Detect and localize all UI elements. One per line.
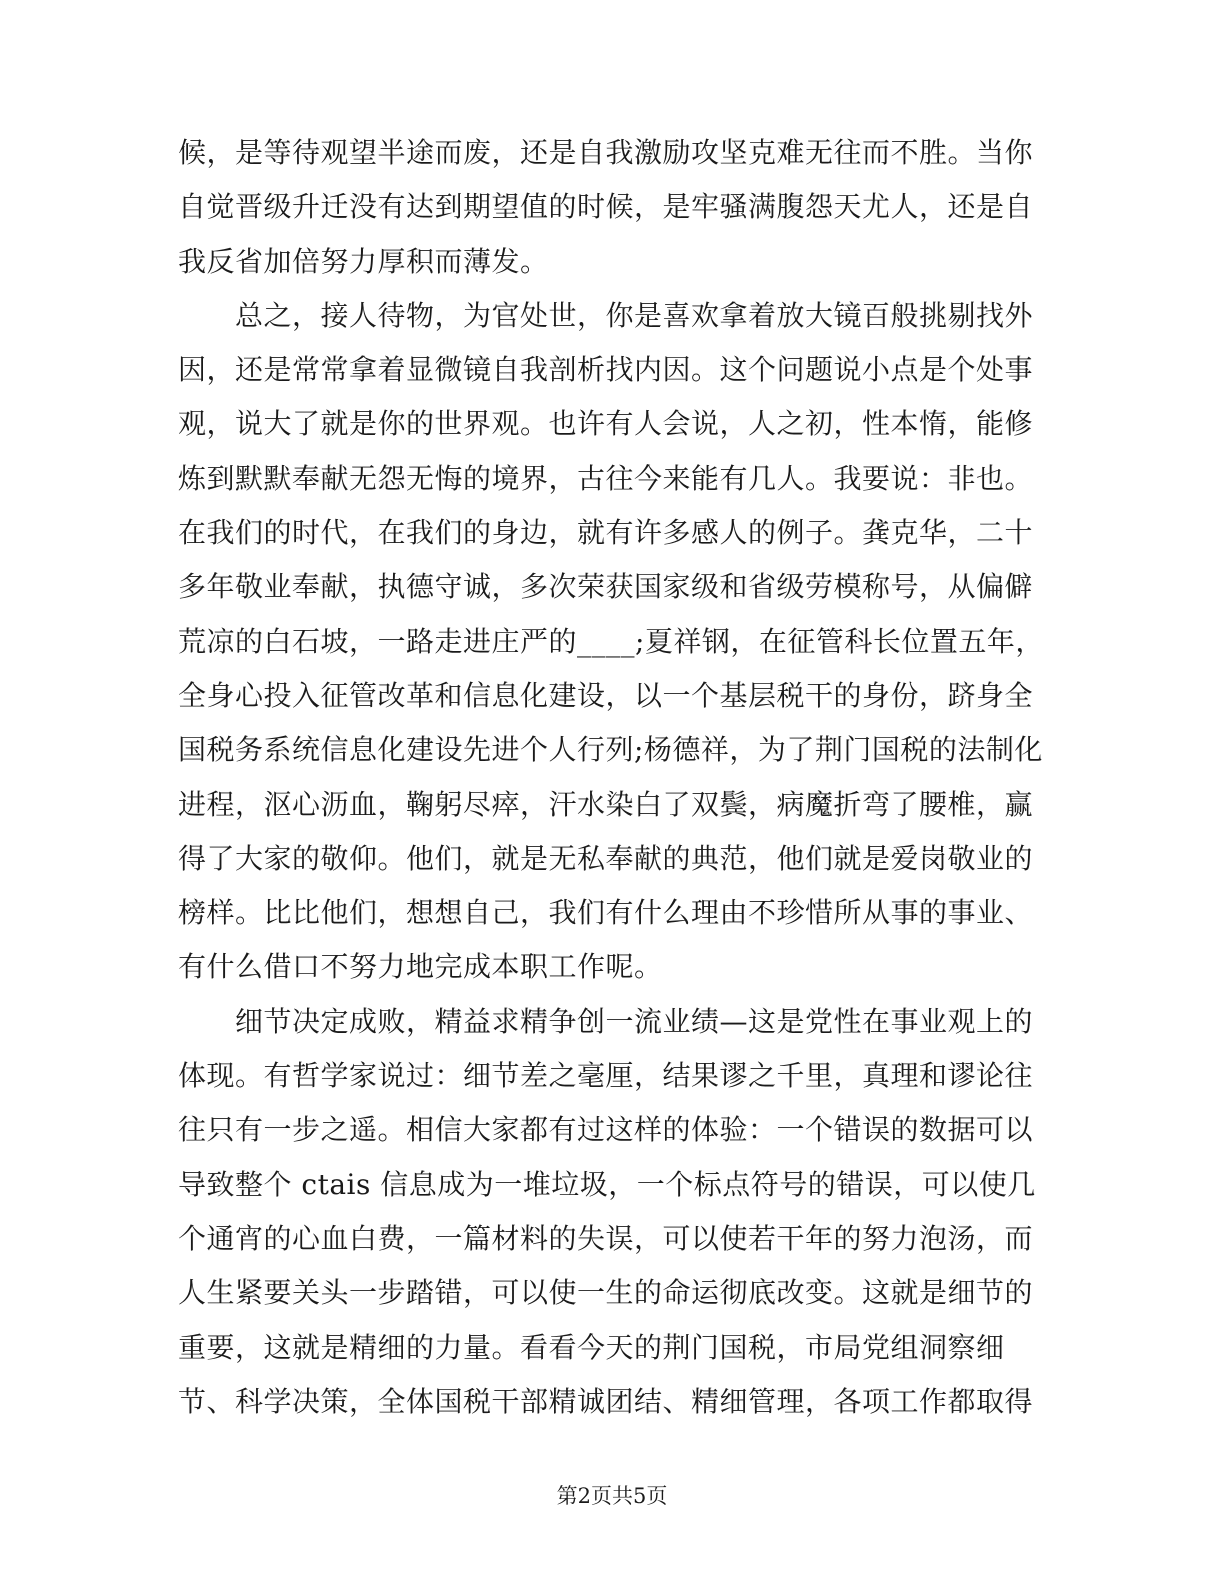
text-line: 个通宵的心血白费，一篇材料的失误，可以使若干年的努力泡汤，而	[178, 1221, 1034, 1255]
text-line: 得了大家的敬仰。他们，就是无私奉献的典范，他们就是爱岗敬业的	[178, 841, 1034, 875]
text-line: 有什么借口不努力地完成本职工作呢。	[178, 950, 663, 984]
text-line: 观，说大了就是你的世界观。也许有人会说，人之初，性本惰，能修	[178, 407, 1034, 441]
body-text	[178, 126, 1044, 1429]
paragraph-1	[178, 126, 1034, 289]
text-line: 荒凉的白石坡，一路走进庄严的____;夏祥钢，在征管科长位置五年，	[178, 624, 1044, 658]
text-line: 我反省加倍努力厚积而薄发。	[178, 244, 549, 278]
text-line: 人生紧要关头一步踏错，可以使一生的命运彻底改变。这就是细节的	[178, 1276, 1034, 1310]
text-line: 炼到默默奉献无怨无悔的境界，古往今来能有几人。我要说：非也。	[178, 461, 1034, 495]
text-line: 在我们的时代，在我们的身边，就有许多感人的例子。龚克华，二十	[178, 516, 1034, 550]
text-line: 节、科学决策，全体国税干部精诚团结、精细管理，各项工作都取得	[178, 1384, 1034, 1418]
text-line: 重要，这就是精细的力量。看看今天的荆门国税，市局党组洞察细	[178, 1330, 1005, 1364]
text-line: 自觉晋级升迁没有达到期望值的时候，是牢骚满腹怨天尤人，还是自	[178, 190, 1034, 224]
text-line: 国税务系统信息化建设先进个人行列;杨德祥，为了荆门国税的法制化	[178, 733, 1043, 767]
paragraph-3	[178, 995, 1036, 1429]
page-number-footer: 第2页共5页	[556, 1484, 668, 1508]
text-line: 细节决定成败，精益求精争创一流业绩—这是党性在事业观上的	[178, 1004, 1034, 1038]
text-line: 榜样。比比他们，想想自己，我们有什么理由不珍惜所从事的事业、	[178, 896, 1034, 930]
text-line: 候，是等待观望半途而废，还是自我激励攻坚克难无往而不胜。当你	[178, 136, 1034, 169]
paragraph-2	[178, 289, 1044, 995]
text-line: 因，还是常常拿着显微镜自我剖析找内因。这个问题说小点是个处事	[178, 353, 1034, 387]
text-line: 多年敬业奉献，执德守诚，多次荣获国家级和省级劳模称号，从偏僻	[178, 570, 1034, 604]
text-line: 全身心投入征管改革和信息化建设，以一个基层税干的身份，跻身全	[178, 678, 1034, 712]
text-line: 体现。有哲学家说过：细节差之毫厘，结果谬之千里，真理和谬论往	[178, 1059, 1034, 1093]
text-line: 往只有一步之遥。相信大家都有过这样的体验：一个错误的数据可以	[178, 1113, 1034, 1147]
text-line: 进程，沤心沥血，鞠躬尽瘁，汗水染白了双鬓，病魔折弯了腰椎，赢	[178, 787, 1034, 821]
text-line: 导致整个 ctais 信息成为一堆垃圾，一个标点符号的错误，可以使几	[178, 1167, 1036, 1201]
text-line: 总之，接人待物，为官处世，你是喜欢拿着放大镜百般挑剔找外	[178, 298, 1034, 332]
